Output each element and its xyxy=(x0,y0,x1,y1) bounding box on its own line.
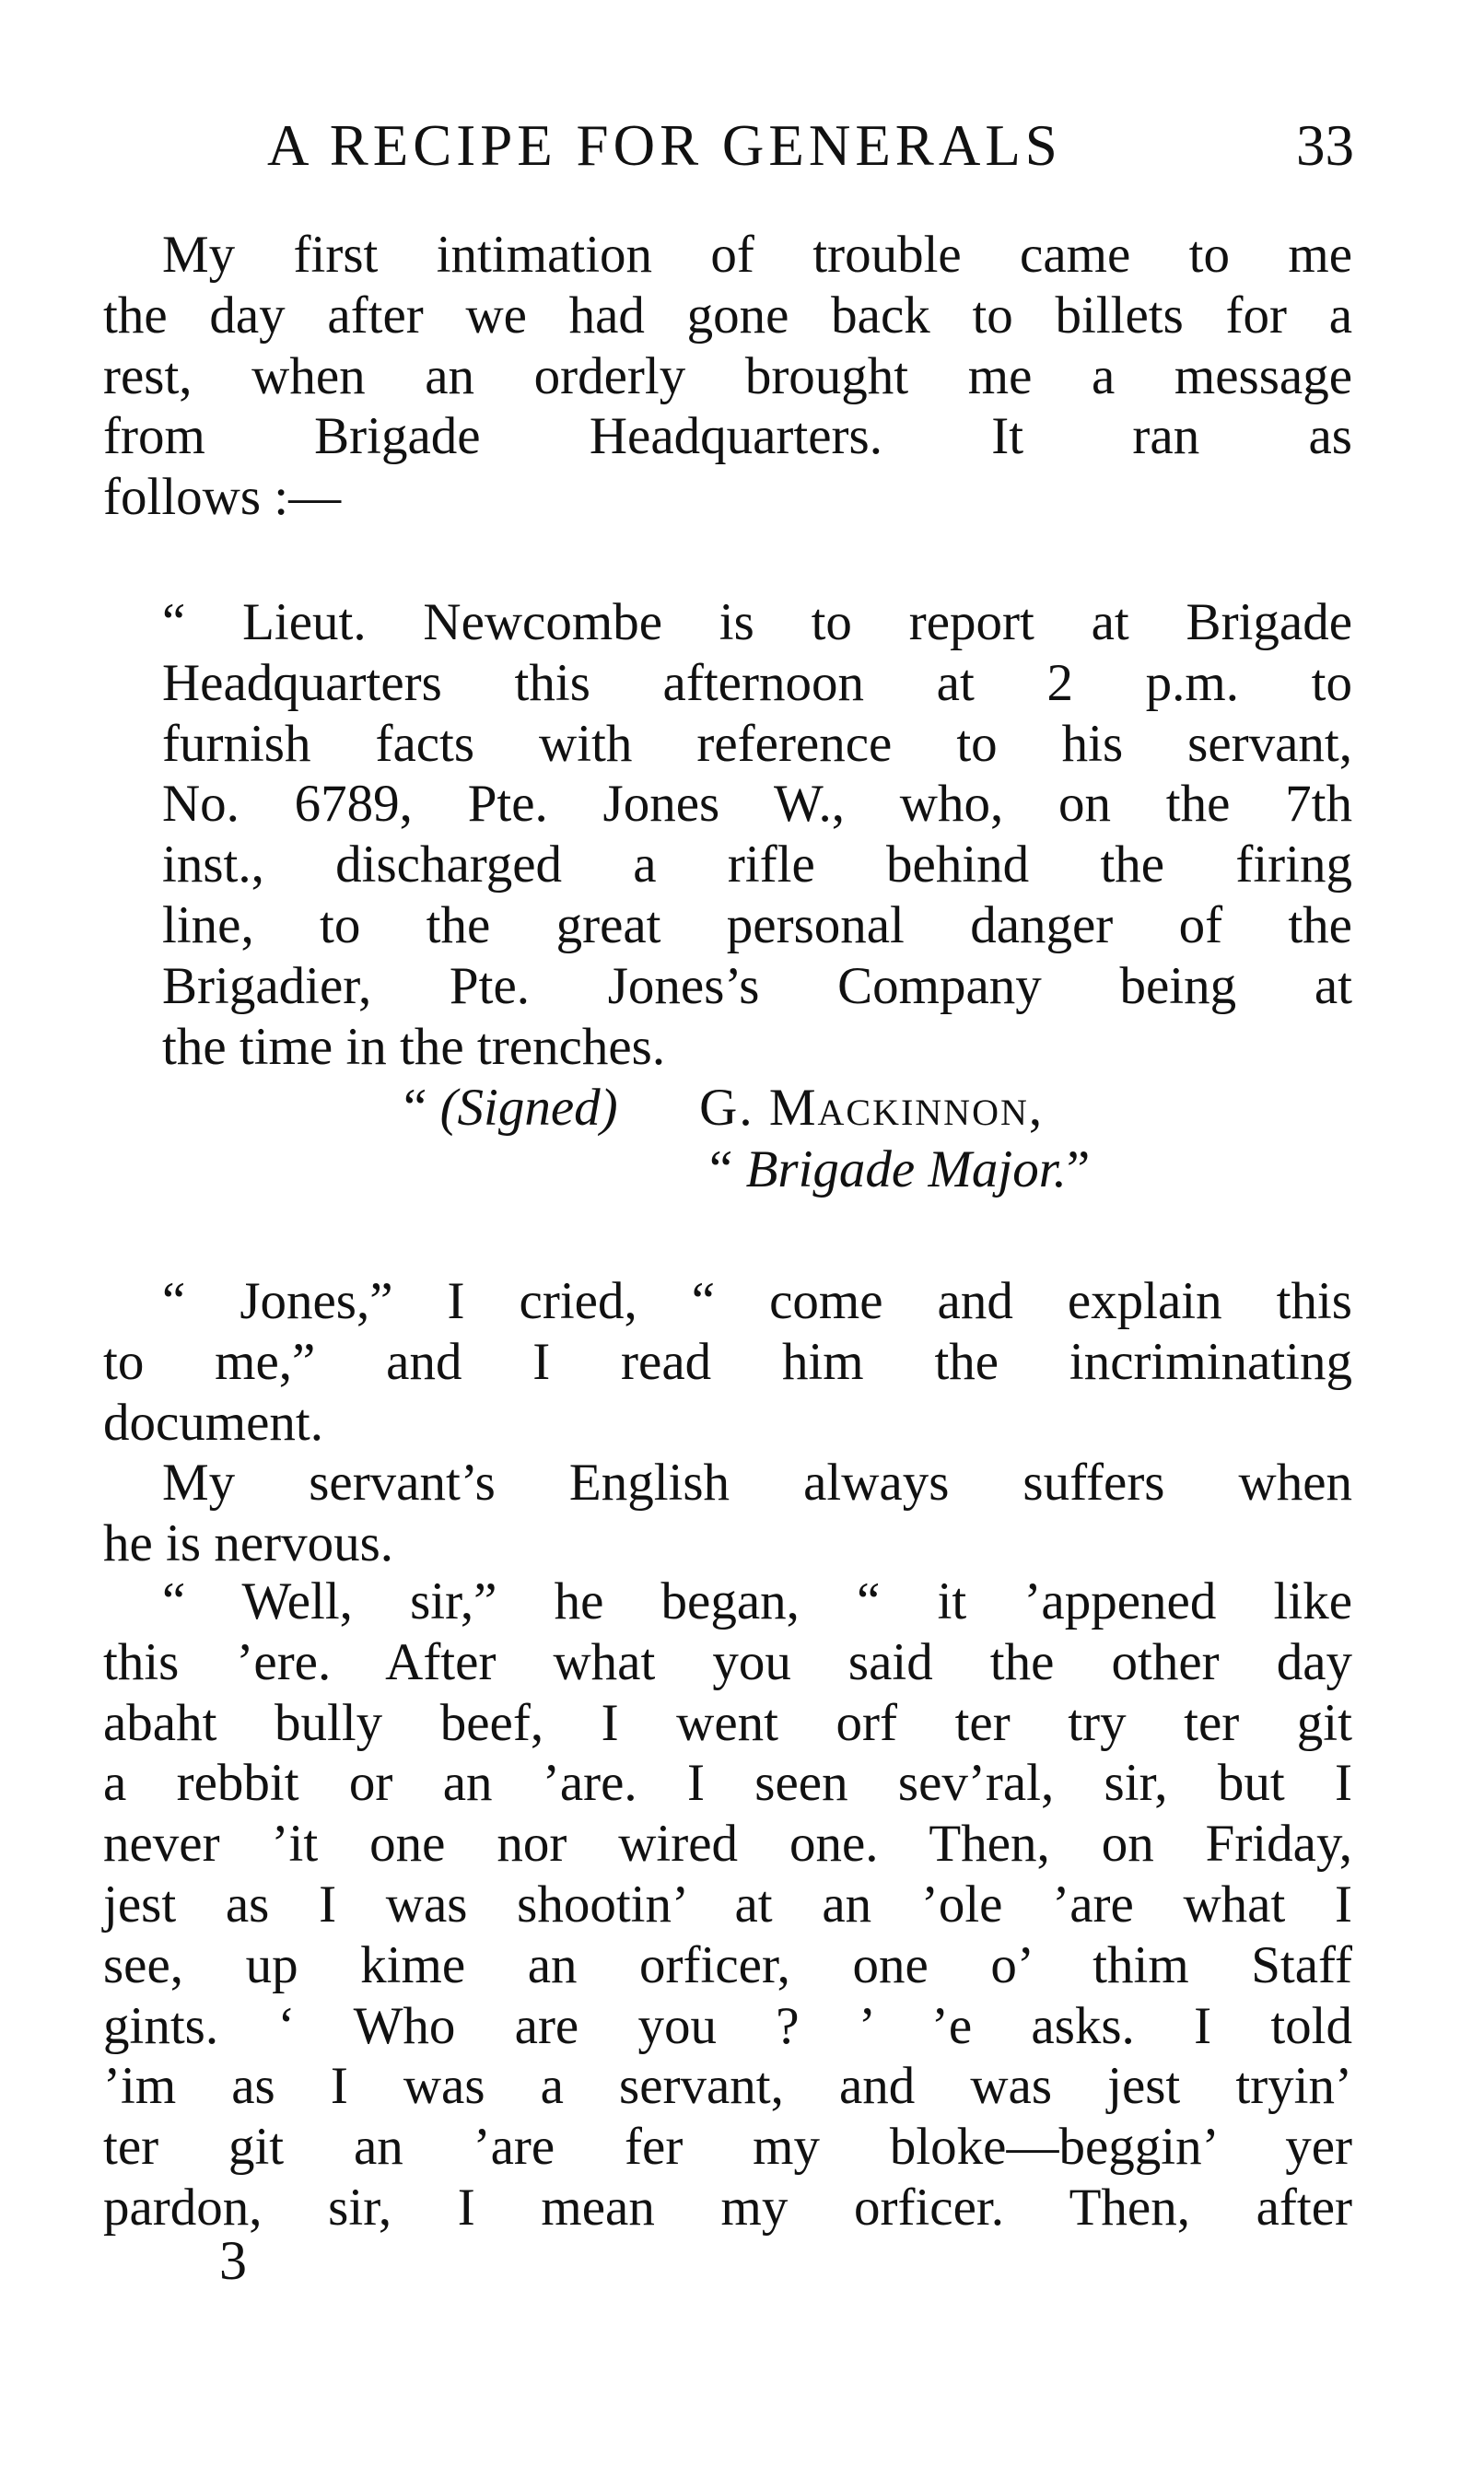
text-line: follows :— xyxy=(103,468,342,527)
paragraph-2 xyxy=(103,1271,1352,1453)
text-line: inst., discharged a rifle behind the firing xyxy=(162,835,1352,894)
text-line: from Brigade Headquarters. It ran as xyxy=(103,407,1352,466)
open-quote: “ xyxy=(709,1140,733,1198)
open-quote: “ xyxy=(403,1079,427,1137)
text-line: abaht bully beef, I went orf ter try ter git xyxy=(103,1693,1352,1752)
signatory-name: G. Mackinnon, xyxy=(699,1079,1045,1137)
text-line: see, up kime an orficer, one o’ thim Staff xyxy=(103,1935,1352,1994)
paragraph-1 xyxy=(103,225,1352,528)
text-line: to me,” and I read him the incriminating xyxy=(103,1332,1352,1391)
text-line: he is nervous. xyxy=(103,1513,394,1572)
text-line: furnish facts with reference to his servant, xyxy=(162,714,1352,773)
text-line: Brigadier, Pte. Jones’s Company being at xyxy=(162,956,1352,1015)
signatory-title: Brigade Major. xyxy=(745,1140,1067,1198)
text-line: “ Lieut. Newcombe is to report at Brigade xyxy=(162,593,1352,651)
text-line: the time in the trenches. xyxy=(162,1017,666,1076)
text-line: a rebbit or an ’are. I seen sev’ral, sir, but I xyxy=(103,1754,1352,1813)
page-number: 33 xyxy=(1296,113,1354,178)
text-line: My servant’s English always suffers when xyxy=(162,1454,1352,1512)
close-quote: ” xyxy=(1066,1140,1091,1198)
text-line: jest as I was shootin’ at an ’ole ’are what I xyxy=(103,1875,1352,1934)
text-line: “ Well, sir,” he began, “ it ’appened like xyxy=(162,1572,1352,1630)
text-line: this ’ere. After what you said the other day xyxy=(103,1632,1352,1691)
paragraph-3 xyxy=(103,1453,1352,1574)
chapter-title: A RECIPE FOR GENERALS xyxy=(267,113,1062,178)
text-line: never ’it one nor wired one. Then, on Friday, xyxy=(103,1815,1352,1874)
running-head xyxy=(267,109,1354,182)
text-line: Headquarters this afternoon at 2 p.m. to xyxy=(162,653,1352,712)
text-line: My first intimation of trouble came to me xyxy=(162,226,1352,284)
text-line: ’im as I was a servant, and was jest tryin’ xyxy=(103,2057,1352,2116)
text-line: document. xyxy=(103,1393,324,1452)
text-line: rest, when an orderly brought me a message xyxy=(103,346,1352,405)
quoted-message xyxy=(162,592,1352,1077)
printer-signature-mark: 3 xyxy=(219,2230,247,2291)
signatory-title-line xyxy=(709,1139,1090,1200)
signature-line xyxy=(403,1078,1044,1139)
text-line: the day after we had gone back to billets for a xyxy=(103,286,1352,345)
text-line: No. 6789, Pte. Jones W., who, on the 7th xyxy=(162,775,1352,834)
text-line: line, to the great personal danger of the xyxy=(162,895,1352,954)
paragraph-4 xyxy=(103,1571,1352,2238)
text-line: gints. ‘ Who are you ? ’ ’e asks. I told xyxy=(103,1996,1352,2055)
text-line: pardon, sir, I mean my orficer. Then, after xyxy=(103,2178,1352,2237)
signed-label: (Signed) xyxy=(439,1079,618,1137)
text-line: “ Jones,” I cried, “ come and explain this xyxy=(162,1272,1352,1330)
text-line: ter git an ’are fer my bloke—beggin’ yer xyxy=(103,2118,1352,2177)
